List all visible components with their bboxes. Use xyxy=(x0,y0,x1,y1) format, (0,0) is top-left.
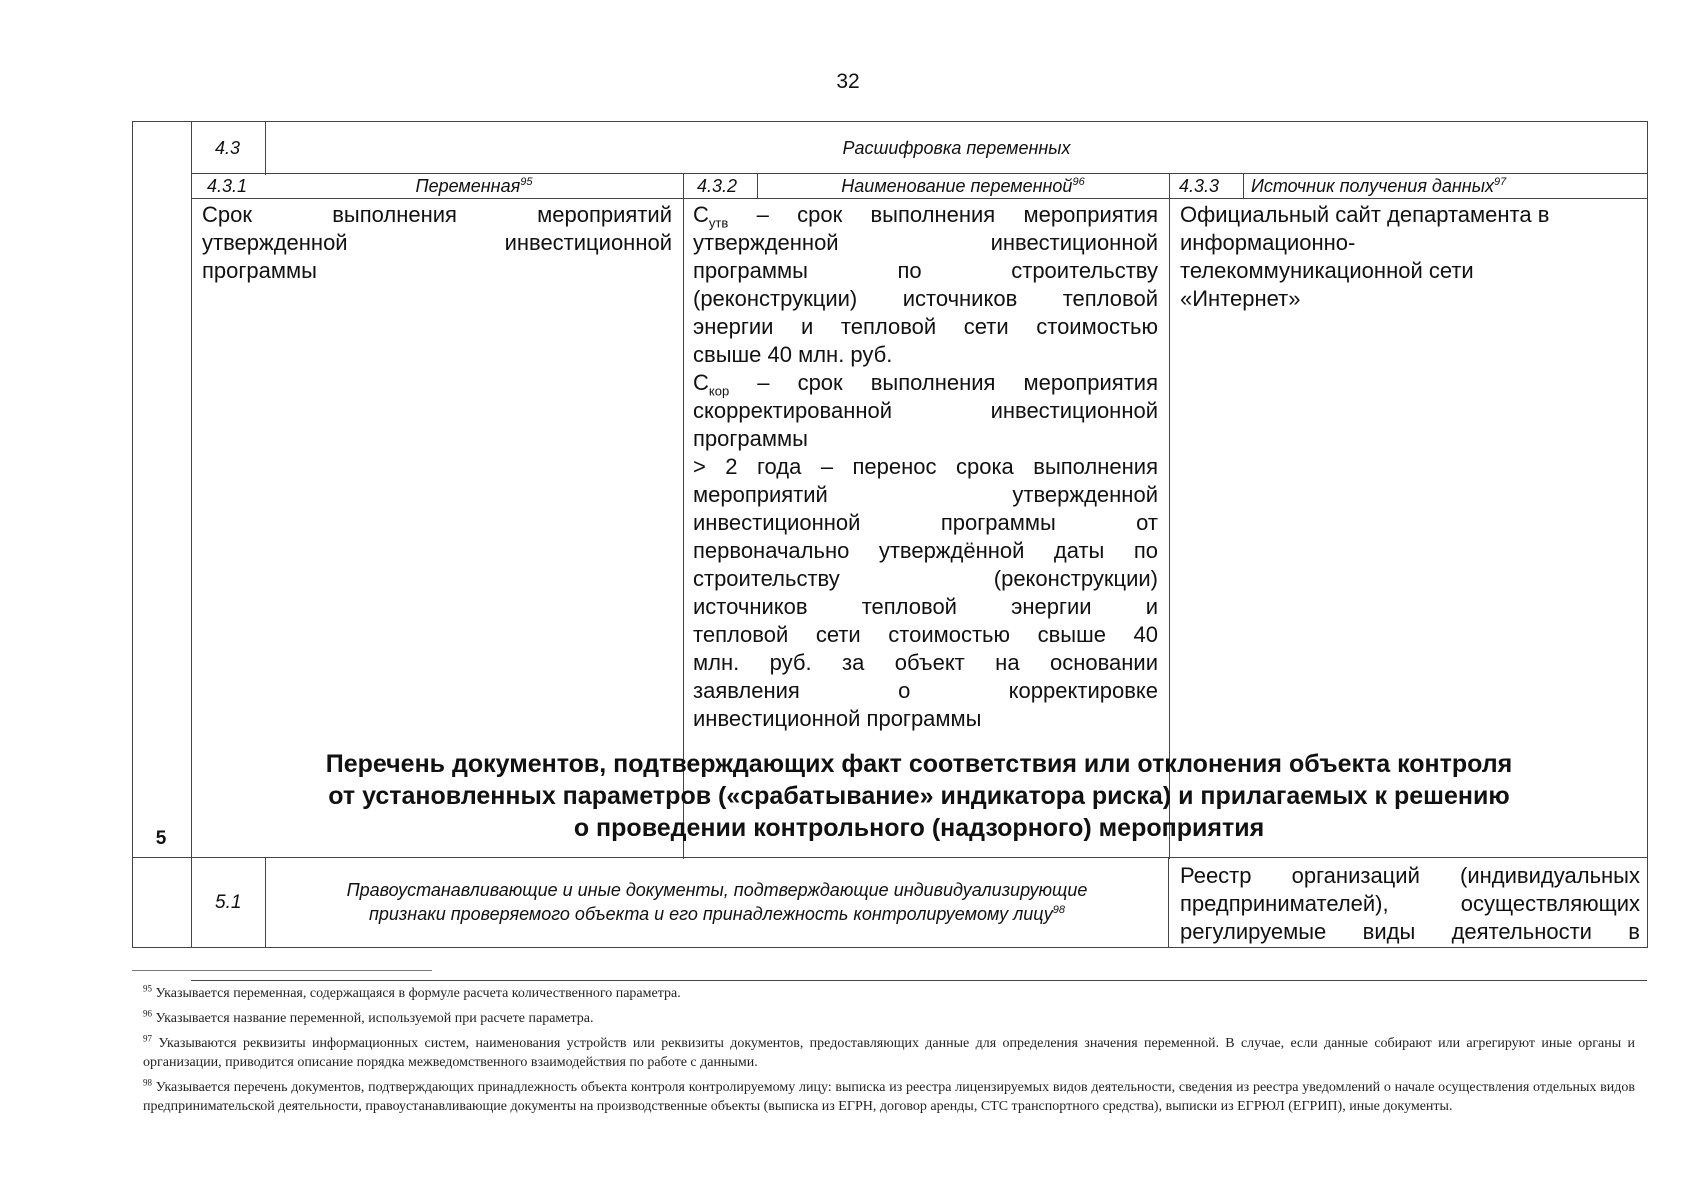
footnote-ref: 98 xyxy=(1052,904,1065,916)
column-header-name: Наименование переменной$^{96}$ xyxy=(841,176,1085,196)
grid-line xyxy=(1168,857,1169,948)
footnote-ref: 96 xyxy=(1072,176,1085,188)
registry-cell: Реестр организаций (индивидуальных предпринимателей), осуществляющих регулируемые виды деятельности в xyxy=(1180,863,1640,944)
footnotes xyxy=(143,984,1635,1122)
variable-cell: Срок выполнения мероприятий утвержденной инвестиционной программы xyxy=(202,202,672,283)
column-header-source: Источник получения данных$^{97}$ xyxy=(1251,176,1507,196)
grid-line xyxy=(191,980,1647,981)
column-number: 4.3.3 xyxy=(1179,176,1220,196)
variable-definition: $С_{утв}$ – срок выполнения мероприятия xyxy=(693,202,1158,231)
column-number: 4.3.1 xyxy=(207,176,248,196)
footnote-ref: 95 xyxy=(520,176,533,188)
footnote-ref: 97 xyxy=(1493,176,1507,188)
data-source-cell: Официальный сайт департамента в информационно- телекоммуникационной сети «Интернет» xyxy=(1180,202,1550,311)
column-number: 4.3.2 xyxy=(697,176,738,196)
footnote: $^{97}$ Указываются реквизиты информационных систем, наименования устройств или реквизиты документов, предоставляющих данные для определения значения переменной. В случае, если данные собирают или агрегируют иные органы и организации, приводится описание порядка межведомственного взаимодействия по работе с данными. xyxy=(143,1033,1635,1070)
footnote: $^{98}$ Указывается перечень документов, подтверждающих принадлежность объекта контроля контролируемому лицу: выписка из реестра лицензируемых видов деятельности, сведения из реестра уведомлений о начале осуществления отдельных видов предпринимательской деятельности, правоустанавливающие документы на производственные объекты (выписка из ЕГРН, договор аренды, СТС транспортного средства), выписки из ЕГРЮЛ (ЕГРИП), иные документы. xyxy=(143,1077,1636,1114)
footnote: $^{96}$ Указывается название переменной, используемой при расчете параметра. xyxy=(143,1008,594,1026)
row-number: 5.1 xyxy=(215,892,242,913)
page-number: 32 xyxy=(836,70,860,93)
column-header-variable: Переменная$^{95}$ xyxy=(415,176,533,196)
variable-name-cell: $С_{утв}$ – срок выполнения мероприятия утвержденной инвестиционной программы по строительству (реконструкции) источников тепловой энергии и тепловой сети стоимостью свыше 40 млн. руб. $С_{кор}$ – срок выполнения мероприятия скорректированной инвестиционной программы > 2 года – перенос срока выполнения мероприятий утвержденной инвестиционной программы от первоначально утверждённой даты по строительству (реконструкции) источников тепловой энергии и тепловой сети стоимостью свыше 40 млн. руб. за объект на основании заявления о корректировке инвестиционной программы xyxy=(693,202,1158,731)
row-number: 5 xyxy=(155,828,167,849)
row-number: 4.3 xyxy=(215,138,241,158)
variable-definition: $С_{кор}$ – срок выполнения мероприятия xyxy=(693,370,1158,399)
footnote: $^{95}$ Указывается переменная, содержащаяся в формуле расчета количественного параметра. xyxy=(143,983,681,1001)
row-title: Расшифровка переменных xyxy=(842,138,1071,158)
grid-line xyxy=(133,857,1647,858)
section-title: Перечень документов, подтверждающих факт соответствия или отклонения объекта контроля от установленных параметров («срабатывание» индикатора риска) и прилагаемых к решению о проведении контрольного (надзорного) мероприятия xyxy=(325,750,1513,842)
documents-description: Правоустанавливающие и иные документы, подтверждающие индивидуализирующие признаки проверяемого объекта и его принадлежность контролируемому лицу$^{98}$ xyxy=(346,880,1088,924)
footnote-separator xyxy=(132,970,432,971)
